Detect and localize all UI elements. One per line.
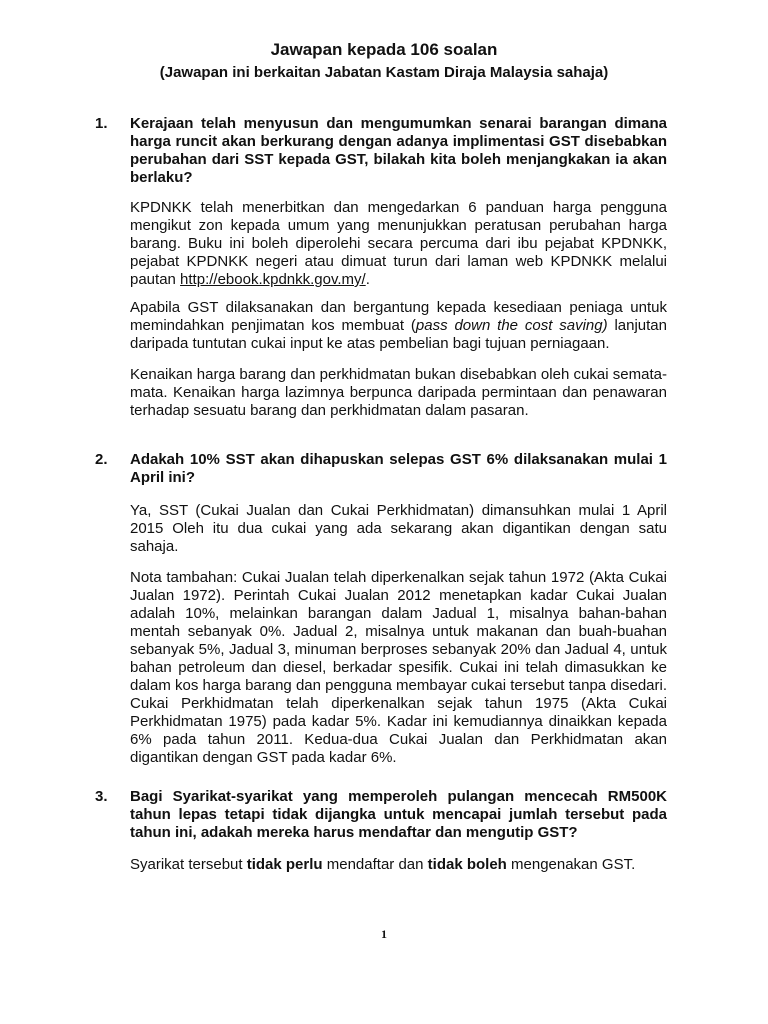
answer-paragraph: Ya, SST (Cukai Jualan dan Cukai Perkhidmatan) dimansuhkan mulai 1 April 2015 Oleh itu dua cukai yang ada sekarang akan digantikan dengan satu sahaja. bbox=[130, 502, 667, 555]
answer-paragraph bbox=[130, 299, 667, 353]
answer-text: KPDNKK telah menerbitkan dan mengedarkan 6 panduan harga pengguna mengikut zon kepada umum yang menunjukkan peratusan perubahan harga barang. Buku ini boleh diperolehi secara percuma dari ibu pejabat KPDNKK, pejabat KPDNKK negeri atau dimuat turun dari laman web KPDNKK melalui pautan bbox=[130, 199, 667, 288]
answer-text-end: . bbox=[365, 271, 370, 288]
answer-text: mengenakan GST. bbox=[506, 856, 636, 873]
page-number: 1 bbox=[381, 927, 387, 941]
ebook-link[interactable]: http://ebook.kpdnkk.gov.my/ bbox=[180, 271, 366, 288]
document-subtitle: (Jawapan ini berkaitan Jabatan Kastam Diraja Malaysia sahaja) bbox=[159, 64, 609, 81]
answer-text-end: lanjutan daripada tuntutan cukai input ke atas pembelian bagi tujuan perniagaan. bbox=[130, 317, 667, 352]
answer-text: mendaftar dan bbox=[322, 856, 428, 873]
answer-italic-term: pass down the cost saving) bbox=[415, 317, 608, 334]
answer-emphasis: tidak boleh bbox=[427, 856, 507, 873]
question-number: 1. bbox=[95, 115, 108, 132]
document-title: Jawapan kepada 106 soalan bbox=[270, 40, 498, 59]
answer-text: Apabila GST dilaksanakan dan bergantung kepada kesediaan peniaga untuk memindahkan penjimatan kos membuat ( bbox=[130, 299, 667, 334]
answer-paragraph: Kenaikan harga barang dan perkhidmatan bukan disebabkan oleh cukai semata-mata. Kenaikan harga lazimnya berpunca daripada permintaan dan penawaran terhadap sesuatu barang dan perkhidmatan dalam pasaran. bbox=[130, 366, 667, 419]
question-text: Kerajaan telah menyusun dan mengumumkan senarai barangan dimana harga runcit akan berkurang dengan adanya implimentasi GST disebabkan perubahan dari SST kepada GST, bilakah kita boleh menjangkakan ia akan berlaku? bbox=[130, 115, 667, 186]
answer-emphasis: tidak perlu bbox=[246, 856, 323, 873]
question-text: Adakah 10% SST akan dihapuskan selepas GST 6% dilaksanakan mulai 1 April ini? bbox=[130, 451, 667, 486]
question-number: 3. bbox=[95, 788, 108, 805]
answer-paragraph bbox=[130, 856, 667, 874]
answer-paragraph: Nota tambahan: Cukai Jualan telah diperkenalkan sejak tahun 1972 (Akta Cukai Jualan 1972). Perintah Cukai Jualan 2012 menetapkan kadar Cukai Jualan adalah 10%, melainkan barangan dalam Jadual 1, misalnya bahan-bahan mentah sebanyak 0%. Jadual 2, misalnya untuk makanan dan buah-buahan sebanyak 5%, Jadual 3, minuman berproses sebanyak 20% dan Jadual 4, untuk bahan petroleum dan diesel, berkadar spesifik. Cukai ini telah dimasukkan ke dalam kos harga barang dan pengguna membayar cukai tersebut tanpa disedari. Cukai Perkhidmatan telah diperkenalkan sejak tahun 1975 (Akta Cukai Perkhidmatan 1975) pada kadar 5%. Kadar ini kemudiannya dinaikkan kepada 6% pada tahun 2011. Kedua-dua Cukai Jualan dan Perkhidmatan akan digantikan dengan GST pada kadar 6%. bbox=[130, 569, 668, 766]
question-text: Bagi Syarikat-syarikat yang memperoleh pulangan mencecah RM500K tahun lepas tetapi tidak dijangka untuk mencapai jumlah tersebut pada tahun ini, adakah mereka harus mendaftar dan mengutip GST? bbox=[130, 788, 667, 841]
answer-text: Syarikat tersebut bbox=[130, 856, 247, 873]
question-number: 2. bbox=[95, 451, 108, 468]
answer-paragraph bbox=[130, 199, 667, 289]
